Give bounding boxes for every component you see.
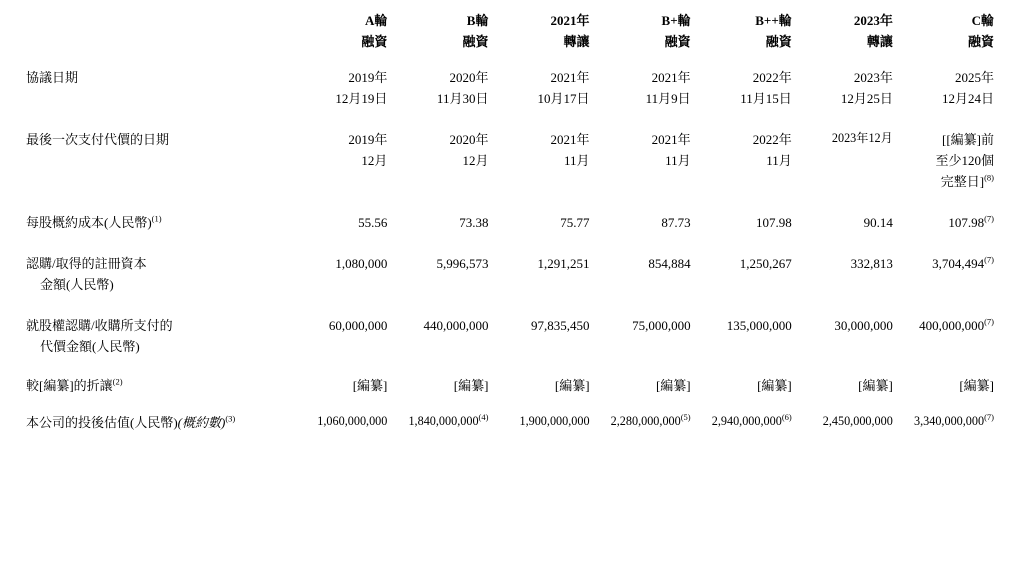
header-line-2: 融資 [765, 34, 792, 50]
footnote-marker: (4) [478, 412, 489, 423]
table-cell: [編纂] [352, 378, 388, 394]
table-cell: 1,840,000,000$^{(4)}$ [408, 412, 489, 429]
table-cell: 2025年 12月24日 [941, 69, 994, 106]
footnote-marker: (5) [680, 412, 691, 423]
table-cell: 5,996,573 [436, 256, 489, 272]
row-label-text: 認購/取得的註冊資本 [26, 256, 147, 272]
row-label [24, 202, 292, 243]
footnote-marker: (1) [151, 213, 162, 224]
table-cell: 2021年 11月 [651, 131, 691, 169]
row-label [24, 367, 292, 404]
table-cell: 2020年 11月30日 [436, 69, 489, 106]
table-cell: 1,291,251 [537, 256, 590, 272]
row-label-text: 就股權認購/收購所支付的 [26, 318, 173, 334]
table-cell: 1,250,267 [739, 256, 792, 272]
table-cell: 55.56 [358, 215, 388, 231]
table-cell: 854,884 [648, 256, 691, 272]
table-row [24, 57, 1000, 119]
table-cell: 2021年 10月17日 [537, 69, 590, 106]
table-cell: 73.38 [459, 215, 489, 231]
table-cell: 75,000,000 [632, 318, 691, 334]
row-label-text-2: 代價金額(人民幣) [40, 339, 140, 355]
footnote-marker: (8) [984, 172, 994, 183]
header-line-1: C輪 [971, 13, 994, 28]
footnote-marker: (7) [984, 316, 994, 327]
header-line-2: 轉讓 [866, 34, 893, 50]
row-label-text: 本公司的投後估值(人民幣) [26, 415, 178, 431]
footnote-marker: (2) [112, 377, 123, 388]
table-cell: 2022年 11月15日 [740, 69, 792, 106]
header-row [24, 10, 1000, 57]
header-line-2: 融資 [967, 34, 994, 50]
header-cell-round-b-plus-plus [697, 10, 798, 57]
table-row [24, 367, 1000, 404]
header-cell-2023-transfer [798, 10, 899, 57]
row-label-text: 較[編纂]的折讓 [26, 378, 113, 394]
header-cell-label [24, 10, 292, 57]
table-cell: 107.98$^{(7)}$ [948, 213, 994, 231]
table-cell: 3,340,000,000$^{(7)}$ [914, 412, 994, 429]
row-label [24, 119, 292, 202]
table-cell: [編纂] [453, 378, 489, 394]
footnote-marker: (7) [984, 254, 994, 265]
table-cell: 3,704,494$^{(7)}$ [932, 254, 994, 272]
header-line-1: B+輪 [661, 13, 691, 28]
footnote-marker: (7) [984, 412, 994, 423]
row-label-text: 每股概約成本(人民幣) [26, 215, 152, 231]
header-cell-round-b-plus [596, 10, 697, 57]
row-label [24, 404, 292, 441]
header-line-2: 融資 [664, 34, 691, 50]
table-row [24, 202, 1000, 243]
table-header [24, 10, 1000, 57]
table-cell: 332,813 [850, 256, 893, 272]
table-row [24, 305, 1000, 367]
header-cell-round-b [393, 10, 494, 57]
row-label [24, 243, 292, 305]
table-cell: 135,000,000 [726, 318, 792, 334]
header-line-1: 2021年 [550, 13, 590, 28]
table-cell: 2023年 12月25日 [840, 69, 893, 106]
table-cell: 90.14 [863, 215, 893, 231]
table-cell: [[編纂]前 至少120個 完整日]$^{(8)}$ [935, 131, 994, 190]
table-cell: 107.98 [755, 215, 792, 231]
row-label [24, 305, 292, 367]
table-cell: 2019年 12月19日 [335, 69, 388, 106]
footnote-marker: (7) [984, 213, 994, 224]
table-cell: 1,080,000 [335, 256, 388, 272]
table-cell: 60,000,000 [328, 318, 388, 334]
table-cell: [編纂] [858, 378, 893, 394]
table-cell: [編纂] [554, 378, 590, 394]
header-cell-2021-transfer [494, 10, 595, 57]
header-cell-round-c [899, 10, 1000, 57]
table-body [24, 57, 1000, 442]
table-cell: 2019年 12月 [348, 131, 388, 169]
table-cell: 400,000,000$^{(7)}$ [919, 316, 994, 334]
row-label [24, 57, 292, 119]
table-row [24, 119, 1000, 202]
header-line-2: 融資 [361, 34, 388, 50]
header-cell-round-a [292, 10, 393, 57]
row-label-text-2: 金額(人民幣) [40, 277, 114, 293]
header-line-1: B++輪 [755, 13, 792, 28]
header-line-2: 融資 [462, 34, 489, 50]
header-line-1: B輪 [466, 13, 489, 28]
financing-rounds-table [24, 10, 1000, 441]
row-label-text: 最後一次支付代價的日期 [26, 131, 170, 147]
table-cell: 2020年 12月 [449, 131, 489, 169]
table-cell: 1,900,000,000 [519, 414, 590, 429]
footnote-marker: (6) [781, 412, 792, 423]
table-cell: 2022年 11月 [752, 131, 792, 169]
header-line-1: A輪 [364, 13, 388, 28]
table-cell: 87.73 [661, 215, 691, 231]
row-label-note: (概約數) [177, 415, 226, 431]
footnote-marker: (3) [225, 414, 236, 425]
table-cell: 2,280,000,000$^{(5)}$ [610, 412, 691, 429]
table-cell: 2023年12月 [831, 130, 893, 145]
table-cell: 2,450,000,000 [822, 414, 893, 429]
table-row [24, 243, 1000, 305]
table-cell: [編纂] [959, 378, 994, 394]
table-cell: [編纂] [757, 378, 792, 394]
table-cell: 2021年 11月 [550, 131, 590, 169]
header-line-1: 2023年 [853, 13, 893, 28]
table-cell: [編纂] [655, 378, 691, 394]
table-cell: 440,000,000 [423, 318, 489, 334]
table-cell: 30,000,000 [834, 318, 893, 334]
header-line-2: 轉讓 [563, 34, 590, 50]
row-label-text: 協議日期 [26, 69, 79, 85]
table-cell: 1,060,000,000 [317, 414, 388, 429]
table-row [24, 404, 1000, 441]
table-cell: 97,835,450 [531, 318, 590, 334]
table-cell: 2021年 11月9日 [645, 69, 691, 106]
table-cell: 75.77 [560, 215, 590, 231]
table-cell: 2,940,000,000$^{(6)}$ [711, 412, 792, 429]
